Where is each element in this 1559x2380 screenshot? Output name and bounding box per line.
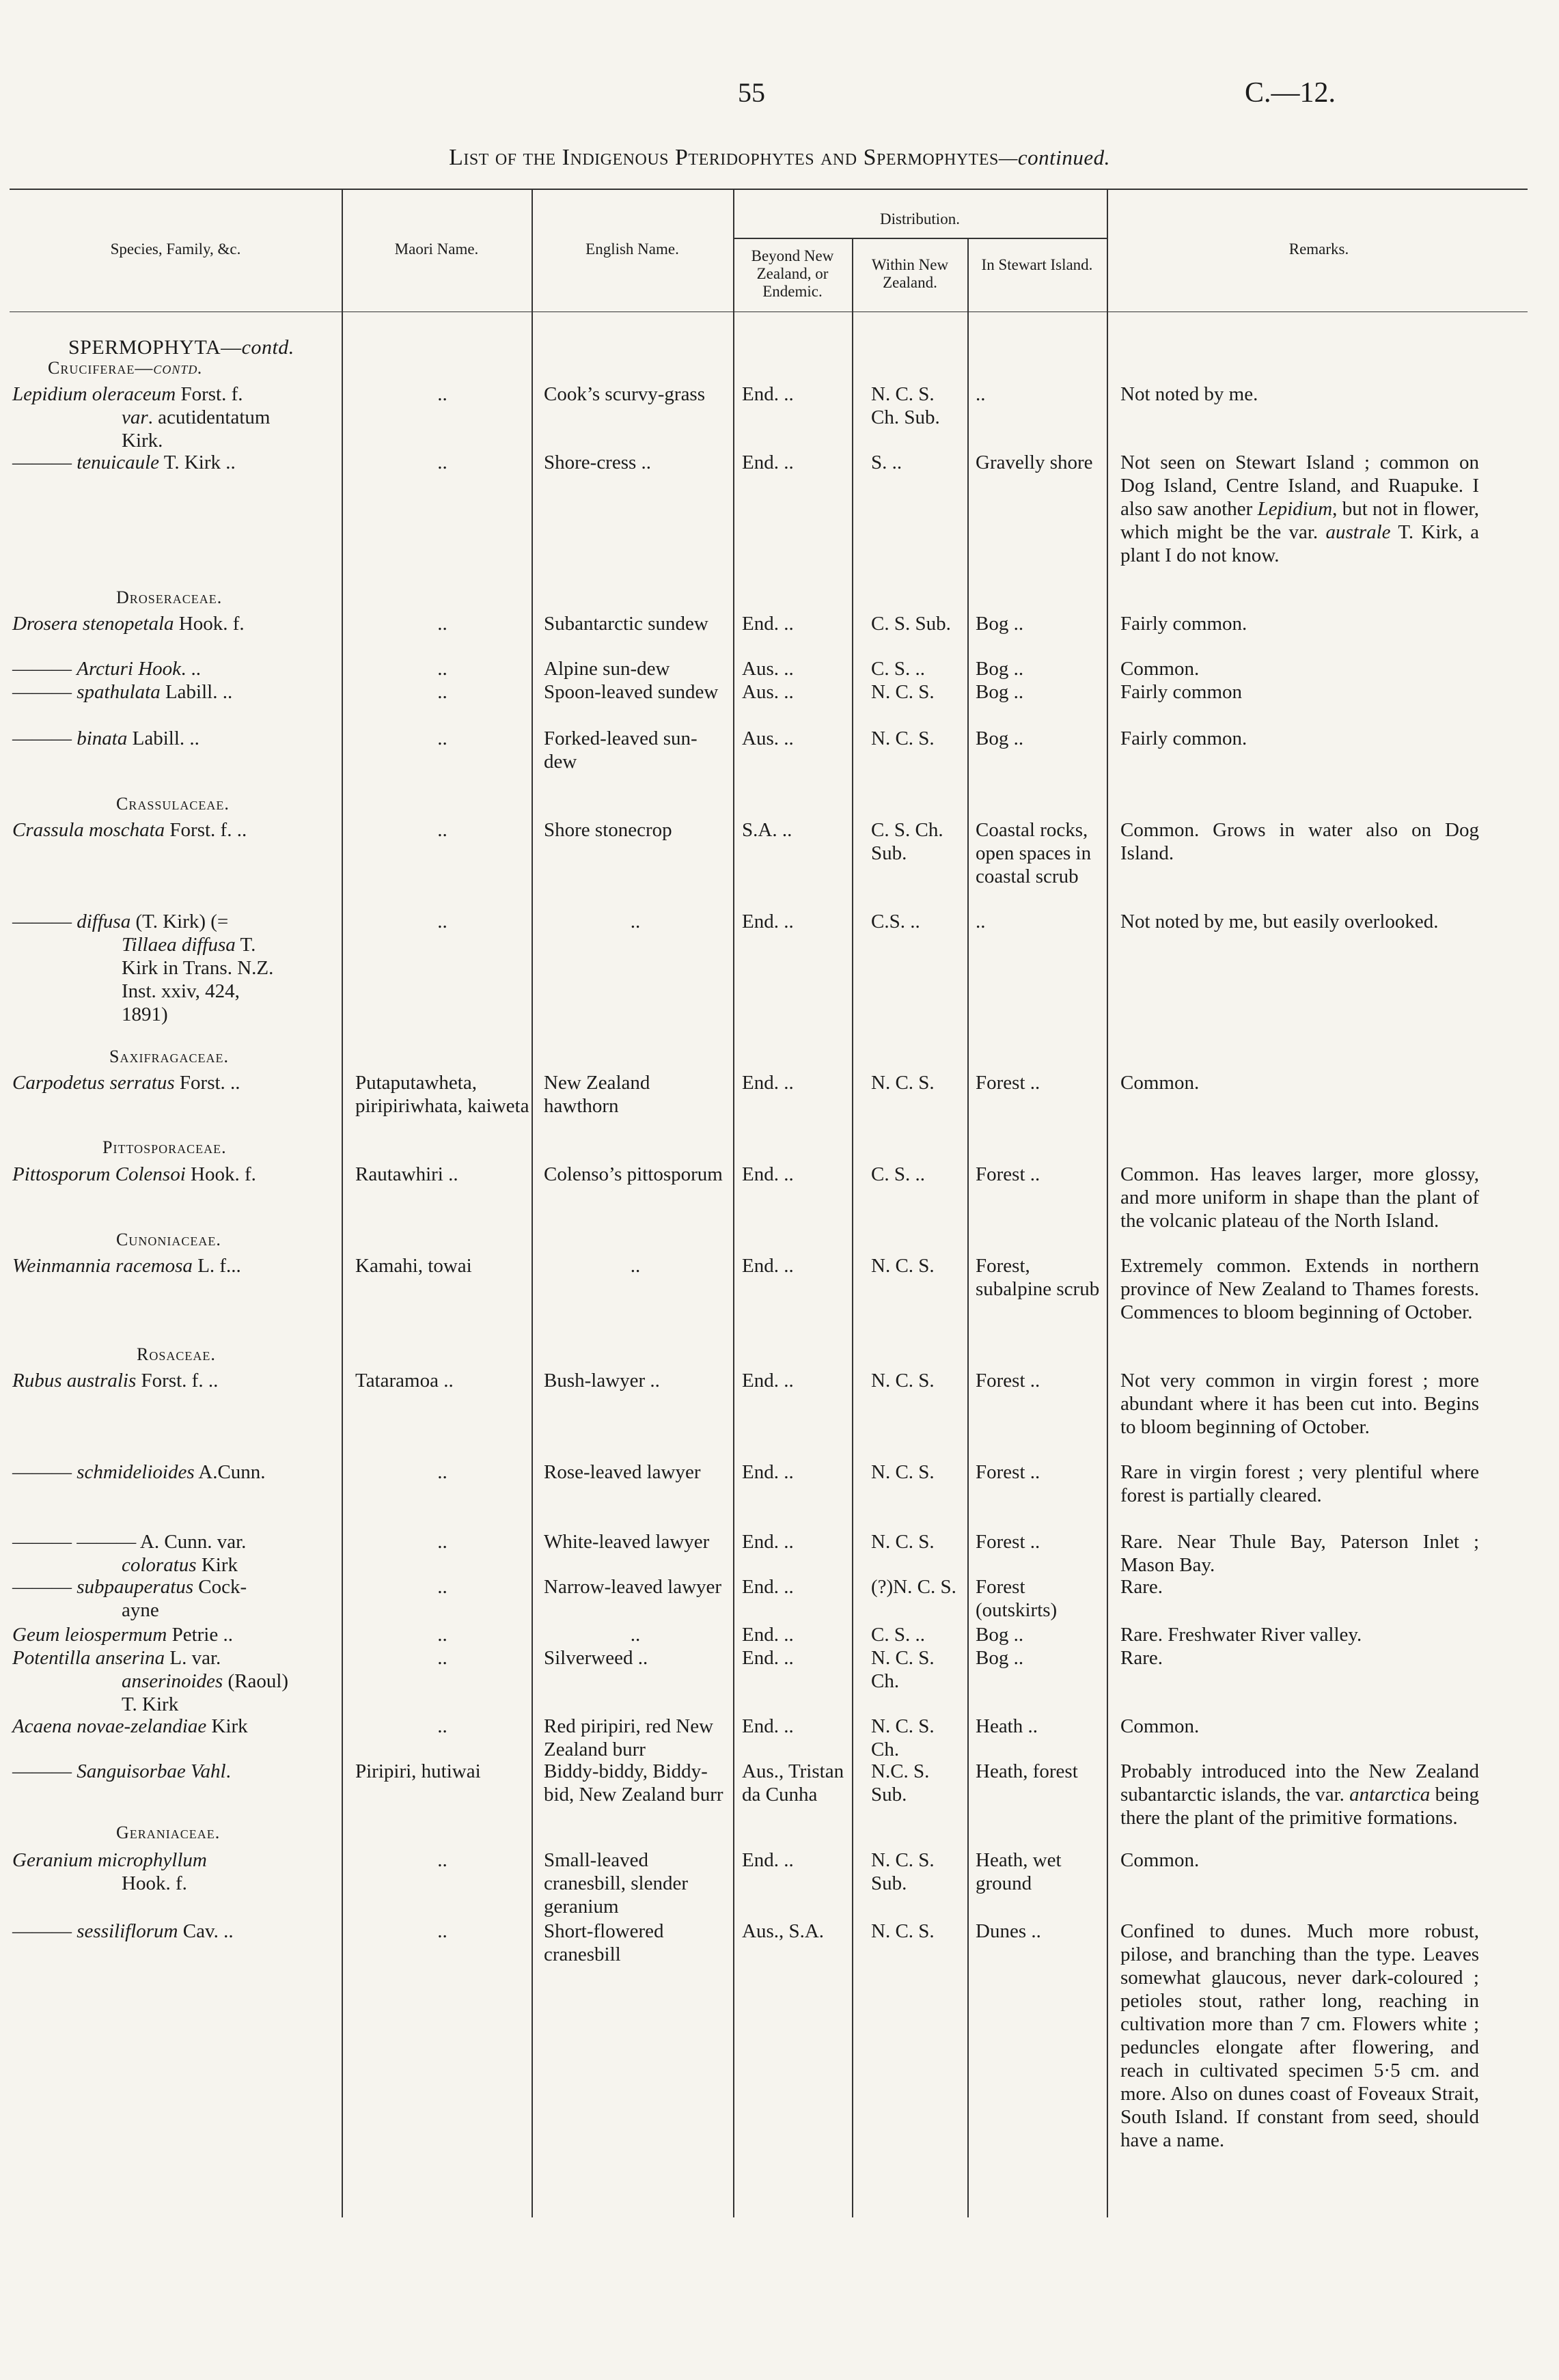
maori-cell: .. — [437, 658, 447, 680]
remarks-cell: Not noted by me, but easily overlooked. — [1120, 911, 1439, 932]
maori-cell: .. — [437, 1920, 447, 1942]
english-cell: Rose-leaved lawyer — [544, 1461, 701, 1483]
stewart-cell: Bog .. — [976, 728, 1024, 749]
species-cell — [12, 1849, 323, 1895]
stewart-cell: Forest .. — [976, 1370, 1040, 1392]
english-cell: Subantarctic sundew — [544, 613, 708, 635]
within-cell: N. C. S. Ch. — [871, 1647, 935, 1692]
english-cell: Small-leaved cranesbill, slender geranium — [544, 1849, 688, 1918]
within-cell: N. C. S. Ch. Sub. — [871, 383, 940, 428]
within-cell: N. C. S. — [871, 1531, 935, 1553]
species-cell — [12, 657, 323, 680]
col-divider-4 — [852, 238, 853, 2217]
maori-cell: Kamahi, towai — [355, 1255, 472, 1277]
species-line: Kirk in Trans. N.Z. — [122, 957, 274, 979]
english-cell: Alpine sun-dew — [544, 658, 670, 680]
beyond-cell: End. .. — [742, 613, 794, 635]
species-line: Kirk. — [122, 430, 163, 452]
stewart-cell: .. — [976, 911, 986, 932]
beyond-cell: End. .. — [742, 383, 794, 405]
english-cell: White-leaved lawyer — [544, 1531, 710, 1553]
english-cell: Bush-lawyer .. — [544, 1370, 660, 1392]
page-number: 55 — [738, 77, 765, 108]
stewart-cell: Bog .. — [976, 613, 1024, 635]
distribution-rule — [733, 238, 1107, 239]
family-heading-droseraceae: Droseraceae. — [116, 587, 223, 607]
maori-cell: .. — [437, 1531, 447, 1553]
maori-cell: Putaputawheta, piripiriwhata, kaiweta — [355, 1072, 529, 1117]
remarks-cell: Probably introduced into the New Zealand subantarctic islands, the var. antarctica being there the plant of the primitive formations. — [1120, 1760, 1479, 1829]
remarks-cell: Common. — [1120, 658, 1200, 680]
beyond-cell: End. .. — [742, 1163, 794, 1185]
beyond-cell: Aus., Tristan da Cunha — [742, 1760, 844, 1805]
species-cell — [12, 910, 323, 1026]
remarks-cell: Not seen on Stewart Island ; common on Dog Island, Centre Island, and Ruapuke. I also saw another Lepidium, but not in flower, which might be the var. australe T. Kirk, a plant I do not know. — [1120, 452, 1479, 566]
species-line: ——— spathulata Labill. .. — [12, 681, 233, 703]
species-line: ayne — [122, 1599, 159, 1621]
beyond-cell: End. .. — [742, 1461, 794, 1483]
within-cell: N. C. S. — [871, 1255, 935, 1277]
species-cell — [12, 1071, 323, 1094]
beyond-cell: Aus. .. — [742, 728, 794, 749]
division-heading: SPERMOPHYTA—contd. — [68, 336, 294, 359]
family-heading-rosaceae: Rosaceae. — [137, 1344, 216, 1364]
species-line: Potentilla anserina L. var. — [12, 1647, 221, 1669]
english-cell: Narrow-leaved lawyer — [544, 1576, 722, 1598]
beyond-cell: End. .. — [742, 1647, 794, 1669]
family-heading-saxifragaceae: Saxifragaceae. — [109, 1047, 229, 1066]
maori-cell: .. — [437, 452, 447, 473]
family-heading-geraniaceae: Geraniaceae. — [116, 1823, 221, 1842]
remarks-cell: Common. — [1120, 1715, 1200, 1737]
within-cell: C. S. Sub. — [871, 613, 951, 635]
stewart-cell: Bog .. — [976, 658, 1024, 680]
remarks-cell: Common. — [1120, 1072, 1200, 1094]
species-line: T. Kirk — [122, 1693, 179, 1715]
header-distribution: Distribution. — [880, 210, 960, 227]
species-cell — [12, 612, 323, 635]
beyond-cell: End. .. — [742, 1255, 794, 1277]
species-cell — [12, 1646, 323, 1716]
species-cell — [12, 680, 323, 704]
beyond-cell: Aus. .. — [742, 658, 794, 680]
remarks-cell: Extremely common. Extends in northern province of New Zealand to Thames forests. Commences to bloom beginning of October. — [1120, 1255, 1479, 1323]
species-line: Tillaea diffusa T. — [122, 934, 256, 956]
maori-cell: .. — [437, 1849, 447, 1871]
maori-cell: .. — [437, 1647, 447, 1669]
stewart-cell: Forest .. — [976, 1072, 1040, 1094]
species-line: ——— subpauperatus Cock- — [12, 1576, 247, 1598]
species-cell — [12, 1461, 323, 1484]
remarks-cell: Common. — [1120, 1849, 1200, 1871]
header-beyond-nz: Beyond New Zealand, or Endemic. — [751, 247, 834, 300]
english-cell: Short-flowered cranesbill — [544, 1920, 664, 1965]
remarks-cell: Fairly common — [1120, 681, 1243, 703]
species-line: Lepidium oleraceum Forst. f. — [12, 383, 243, 405]
table-top-rule — [10, 189, 1528, 190]
species-cell — [12, 383, 323, 452]
within-cell: N. C. S. — [871, 1072, 935, 1094]
within-cell: C. S. Ch. Sub. — [871, 819, 943, 864]
family-heading-cunoniaceae: Cunoniaceae. — [116, 1230, 221, 1249]
english-cell: .. — [630, 911, 641, 932]
maori-cell: Rautawhiri .. — [355, 1163, 458, 1185]
species-cell — [12, 1575, 323, 1622]
header-maori-name: Maori Name. — [394, 240, 479, 258]
stewart-cell: Bog .. — [976, 1647, 1024, 1669]
family-heading-pittosporaceae: Pittosporaceae. — [102, 1137, 227, 1157]
species-line: anserinoides (Raoul) — [122, 1670, 289, 1692]
maori-cell: .. — [437, 728, 447, 749]
english-cell: Spoon-leaved sundew — [544, 681, 719, 703]
header-stewart-island: In Stewart Island. — [981, 256, 1093, 273]
species-cell — [12, 451, 323, 474]
within-cell: C. S. .. — [871, 1624, 925, 1646]
within-cell: C. S. .. — [871, 1163, 925, 1185]
beyond-cell: S.A. .. — [742, 819, 792, 841]
col-divider-3 — [733, 189, 734, 2217]
maori-cell: .. — [437, 1715, 447, 1737]
maori-cell: .. — [437, 819, 447, 841]
within-cell: N. C. S. — [871, 1920, 935, 1942]
within-cell: N. C. S. Ch. — [871, 1715, 935, 1760]
remarks-cell: Rare. Near Thule Bay, Paterson Inlet ; Mason Bay. — [1120, 1531, 1479, 1576]
english-cell: New Zealand hawthorn — [544, 1072, 650, 1117]
remarks-cell: Common. Grows in water also on Dog Island. — [1120, 819, 1479, 864]
english-cell: Biddy-biddy, Biddy-bid, New Zealand burr — [544, 1760, 723, 1805]
within-cell: N. C. S. — [871, 1461, 935, 1483]
stewart-cell: Forest (outskirts) — [976, 1576, 1058, 1621]
maori-cell: .. — [437, 383, 447, 405]
species-line: ——— tenuicaule T. Kirk .. — [12, 452, 236, 473]
family-heading-crassulaceae: Crassulaceae. — [116, 794, 230, 814]
species-line: Drosera stenopetala Hook. f. — [12, 613, 245, 635]
species-cell — [12, 1623, 323, 1646]
species-line: Crassula moschata Forst. f. .. — [12, 819, 247, 841]
maori-cell: .. — [437, 1576, 447, 1598]
species-line: ——— schmidelioides A.Cunn. — [12, 1461, 266, 1483]
species-line: Carpodetus serratus Forst. .. — [12, 1072, 240, 1094]
title-prefix: List of the Indigenous Pteridophytes and Spermophytes — [449, 145, 999, 170]
species-line: Pittosporum Colensoi Hook. f. — [12, 1163, 256, 1185]
header-english-name: English Name. — [585, 240, 679, 258]
within-cell: C.S. .. — [871, 911, 920, 932]
beyond-cell: End. .. — [742, 1624, 794, 1646]
species-line: ——— ——— A. Cunn. var. — [12, 1531, 247, 1553]
english-cell: Forked-leaved sun-dew — [544, 728, 698, 773]
stewart-cell: Forest .. — [976, 1531, 1040, 1553]
english-cell: Colenso’s pittosporum — [544, 1163, 723, 1185]
within-cell: N. C. S. Sub. — [871, 1849, 935, 1894]
english-cell: Shore-cress .. — [544, 452, 652, 473]
species-line: ——— sessiliflorum Cav. .. — [12, 1920, 234, 1942]
stewart-cell: Gravelly shore — [976, 452, 1093, 473]
species-cell — [12, 1760, 323, 1783]
remarks-cell: Rare. Freshwater River valley. — [1120, 1624, 1362, 1646]
title-suffix: —continued. — [998, 146, 1110, 169]
english-cell: Silverweed .. — [544, 1647, 648, 1669]
species-cell — [12, 1254, 323, 1277]
within-cell: N. C. S. — [871, 681, 935, 703]
document-code: C.—12. — [1245, 77, 1336, 109]
species-line: Weinmannia racemosa L. f... — [12, 1255, 241, 1277]
english-cell: .. — [630, 1255, 641, 1277]
page-title — [0, 145, 1559, 171]
maori-cell: .. — [437, 613, 447, 635]
species-line: var. acutidentatum — [122, 406, 271, 428]
remarks-cell: Rare. — [1120, 1576, 1163, 1598]
stewart-cell: Bog .. — [976, 1624, 1024, 1646]
remarks-cell: Not noted by me. — [1120, 383, 1258, 405]
within-cell: S. .. — [871, 452, 902, 473]
within-cell: C. S. .. — [871, 658, 925, 680]
stewart-cell: Bog .. — [976, 681, 1024, 703]
species-cell — [12, 1715, 323, 1738]
remarks-cell: Rare. — [1120, 1647, 1163, 1669]
remarks-cell: Fairly common. — [1120, 728, 1247, 749]
beyond-cell: Aus., S.A. — [742, 1920, 825, 1942]
species-line: Rubus australis Forst. f. .. — [12, 1370, 219, 1392]
species-line: ——— diffusa (T. Kirk) (= — [12, 911, 229, 932]
english-cell: .. — [630, 1624, 641, 1646]
remarks-cell: Confined to dunes. Much more robust, pilose, and branching than the type. Leaves somewhat glaucous, never dark-coloured ; petioles stout, rather long, reaching in cultivation more than 7 cm. Flowers white ; peduncles elongate after flowering, and reach in cultivated specimen 5·5 cm. and more. Also on dunes coast of Foveaux Strait, South Island. If constant from seed, should have a name. — [1120, 1920, 1479, 2151]
beyond-cell: End. .. — [742, 1849, 794, 1871]
maori-cell: .. — [437, 681, 447, 703]
beyond-cell: End. .. — [742, 1072, 794, 1094]
stewart-cell: Heath, forest — [976, 1760, 1078, 1782]
beyond-cell: End. .. — [742, 1370, 794, 1392]
species-line: coloratus Kirk — [122, 1554, 238, 1576]
maori-cell: .. — [437, 1461, 447, 1483]
species-line: Inst. xxiv, 424, — [122, 980, 240, 1002]
stewart-cell: Heath .. — [976, 1715, 1038, 1737]
species-cell — [12, 1920, 323, 1943]
species-cell — [12, 1369, 323, 1392]
family-heading-cruciferae: Cruciferae—contd. — [48, 358, 203, 378]
col-divider-1 — [342, 189, 343, 2217]
maori-cell: .. — [437, 1624, 447, 1646]
species-line: Geranium microphyllum — [12, 1849, 207, 1871]
header-remarks: Remarks. — [1288, 240, 1349, 258]
remarks-cell: Common. Has leaves larger, more glossy, and more uniform in shape than the plant of the volcanic plateau of the North Island. — [1120, 1163, 1479, 1232]
species-cell — [12, 1163, 323, 1186]
within-cell: N.C. S. Sub. — [871, 1760, 930, 1805]
stewart-cell: Forest .. — [976, 1163, 1040, 1185]
species-cell — [12, 727, 323, 750]
header-within-nz: Within New Zealand. — [871, 256, 949, 291]
species-line: Geum leiospermum Petrie .. — [12, 1624, 233, 1646]
stewart-cell: Forest .. — [976, 1461, 1040, 1483]
maori-cell: Tataramoa .. — [355, 1370, 454, 1392]
col-divider-2 — [532, 189, 533, 2217]
beyond-cell: End. .. — [742, 1531, 794, 1553]
species-line: ——— Sanguisorbae Vahl. — [12, 1760, 231, 1782]
beyond-cell: End. .. — [742, 1576, 794, 1598]
species-line: Hook. f. — [122, 1872, 187, 1894]
remarks-cell: Not very common in virgin forest ; more abundant where it has been cut into. Begins to bloom beginning of October. — [1120, 1370, 1479, 1438]
remarks-cell: Fairly common. — [1120, 613, 1247, 635]
english-cell: Cook’s scurvy-grass — [544, 383, 706, 405]
col-divider-6 — [1107, 189, 1108, 2217]
stewart-cell: .. — [976, 383, 986, 405]
beyond-cell: End. .. — [742, 452, 794, 473]
species-line: ——— binata Labill. .. — [12, 728, 199, 749]
stewart-cell: Coastal rocks, open spaces in coastal scrub — [976, 819, 1092, 887]
within-cell: N. C. S. — [871, 728, 935, 749]
beyond-cell: Aus. .. — [742, 681, 794, 703]
col-divider-5 — [967, 238, 969, 2217]
english-cell: Shore stonecrop — [544, 819, 672, 841]
stewart-cell: Dunes .. — [976, 1920, 1041, 1942]
beyond-cell: End. .. — [742, 911, 794, 932]
species-line: 1891) — [122, 1004, 168, 1025]
remarks-cell: Rare in virgin forest ; very plentiful where forest is partially cleared. — [1120, 1461, 1479, 1506]
header-species: Species, Family, &c. — [110, 240, 241, 258]
maori-cell: .. — [437, 911, 447, 932]
species-cell — [12, 1530, 323, 1577]
stewart-cell: Forest, subalpine scrub — [976, 1255, 1100, 1300]
within-cell: (?)N. C. S. — [871, 1576, 956, 1598]
beyond-cell: End. .. — [742, 1715, 794, 1737]
maori-cell: Piripiri, hutiwai — [355, 1760, 481, 1782]
stewart-cell: Heath, wet ground — [976, 1849, 1062, 1894]
species-line: Acaena novae-zelandiae Kirk — [12, 1715, 248, 1737]
within-cell: N. C. S. — [871, 1370, 935, 1392]
species-line: ——— Arcturi Hook. .. — [12, 658, 202, 680]
english-cell: Red piripiri, red New Zealand burr — [544, 1715, 714, 1760]
species-cell — [12, 818, 323, 842]
